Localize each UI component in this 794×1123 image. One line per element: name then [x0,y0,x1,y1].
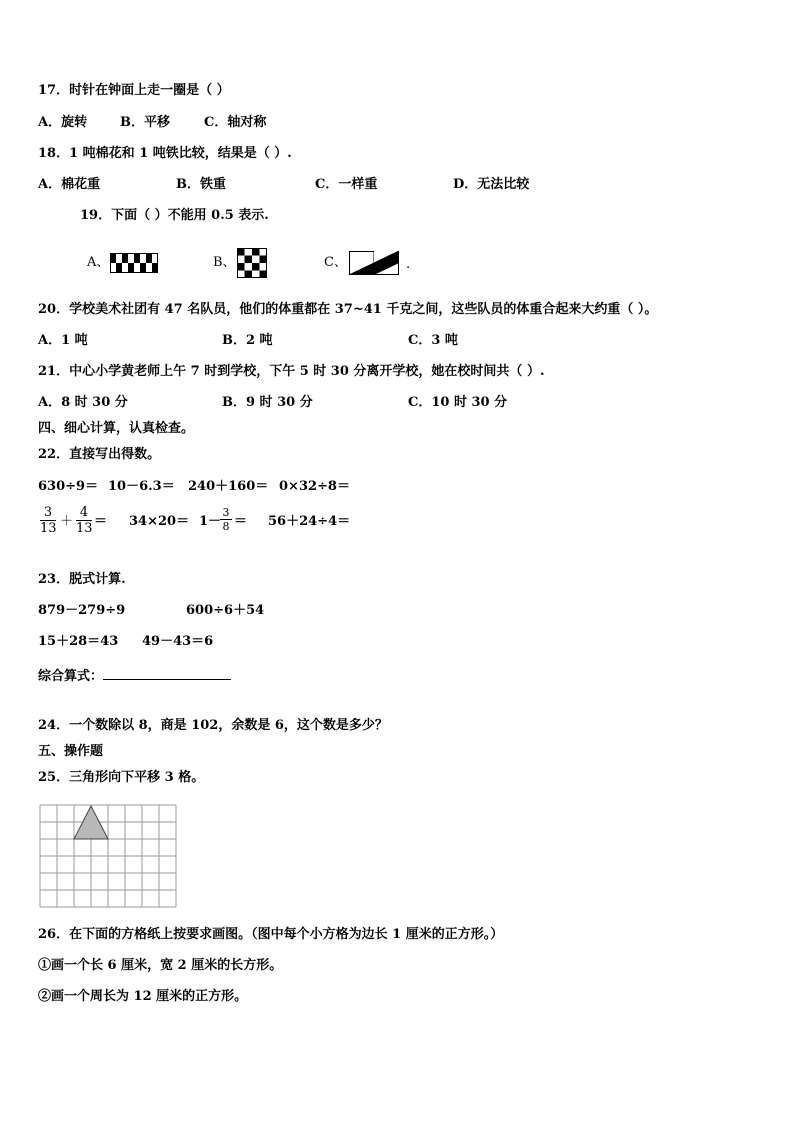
q18-option-a: A．棉花重 [38,177,101,192]
section-5-title: 五、操作题 [38,744,104,759]
q22-plus-sign: ＋ [60,514,74,529]
q22-item-3: 240＋160＝ [188,479,269,494]
q26-item-1: ①画一个长 6 厘米，宽 2 厘米的长方形。 [38,958,283,973]
q19-tail: . [406,257,411,272]
q17-option-c: C．轴对称 [204,115,267,130]
q26-stem: 26．在下面的方格纸上按要求画图。（图中每个小方格为边长 1 厘米的正方形。） [38,927,504,942]
q18-stem: 18．1 吨棉花和 1 吨铁比较，结果是（ ）. [38,146,292,161]
fraction-numerator: 4 [76,505,92,521]
q23-stem: 23．脱式计算. [38,572,126,587]
combined-formula-label: 综合算式： [38,669,104,684]
q23-combined-formula [38,667,231,685]
q20-option-a: A．1 吨 [38,333,88,348]
q22-item-1: 630÷9＝ [38,479,99,494]
q19-stem: 19．下面（ ）不能用 0.5 表示. [80,208,269,223]
fraction-numerator: 3 [220,506,232,520]
q22-fraction-4-13 [76,505,92,536]
q20-option-b: B．2 吨 [222,333,273,348]
q22-equals-sign-2: ＝ [234,514,248,529]
q17-stem: 17．时针在钟面上走一圈是（ ） [38,83,230,98]
q22-item-4: 0×32÷8＝ [279,479,350,494]
q18-option-d: D．无法比较 [453,177,530,192]
q20-stem: 20．学校美术社团有 47 名队员，他们的体重都在 37~41 千克之间，这些队员的体重合起来大约重（ ）。 [38,302,658,317]
q21-option-b: B．9 时 30 分 [222,395,313,410]
q22-equals-sign: ＝ [94,514,108,529]
q17-option-b: B．平移 [120,115,170,130]
q21-option-c: C．10 时 30 分 [408,395,508,410]
q22-fraction-3-13 [40,505,56,536]
q21-option-a: A．8 时 30 分 [38,395,128,410]
q22-item-2: 10－6.3＝ [108,479,175,494]
fraction-denominator: 8 [222,520,230,533]
q19-option-a-label: A、 [87,255,110,270]
q19-figure-c [349,251,399,275]
fraction-denominator: 13 [76,521,93,536]
q22-fraction-3-8 [220,506,232,533]
q17-option-a: A．旋转 [38,115,88,130]
q23-expr-2: 600÷6＋54 [186,603,265,618]
q18-option-c: C．一样重 [315,177,378,192]
q25-grid[interactable] [39,804,177,908]
q25-stem: 25．三角形向下平移 3 格。 [38,770,205,785]
q19-figure-b [237,248,267,278]
q19-option-c-label: C、 [324,255,347,270]
q19-figure-a [110,253,158,273]
q23-expr-1: 879－279÷9 [38,603,126,618]
q20-option-c: C．3 吨 [408,333,458,348]
section-4-title: 四、细心计算，认真检查。 [38,421,195,436]
q19-option-b-label: B、 [213,255,236,270]
q18-option-b: B．铁重 [176,177,226,192]
q23-step-2: 49－43＝6 [142,634,214,649]
q23-step-1: 15＋28＝43 [38,634,119,649]
q22-item-56: 56＋24÷4＝ [268,514,351,529]
q24-stem: 24．一个数除以 8，商是 102，余数是 6，这个数是多少？ [38,718,388,733]
q22-item-34x20: 34×20＝ [129,514,190,529]
q21-stem: 21．中心小学黄老师上午 7 时到学校，下午 5 时 30 分离开学校，她在校时间共（ ）. [38,364,545,379]
q22-stem: 22．直接写出得数。 [38,447,161,462]
q22-one-minus: 1－ [199,514,222,529]
fraction-denominator: 13 [40,521,57,536]
answer-blank-line[interactable] [103,667,231,680]
q26-item-2: ②画一个周长为 12 厘米的正方形。 [38,989,248,1004]
fraction-numerator: 3 [40,505,56,521]
